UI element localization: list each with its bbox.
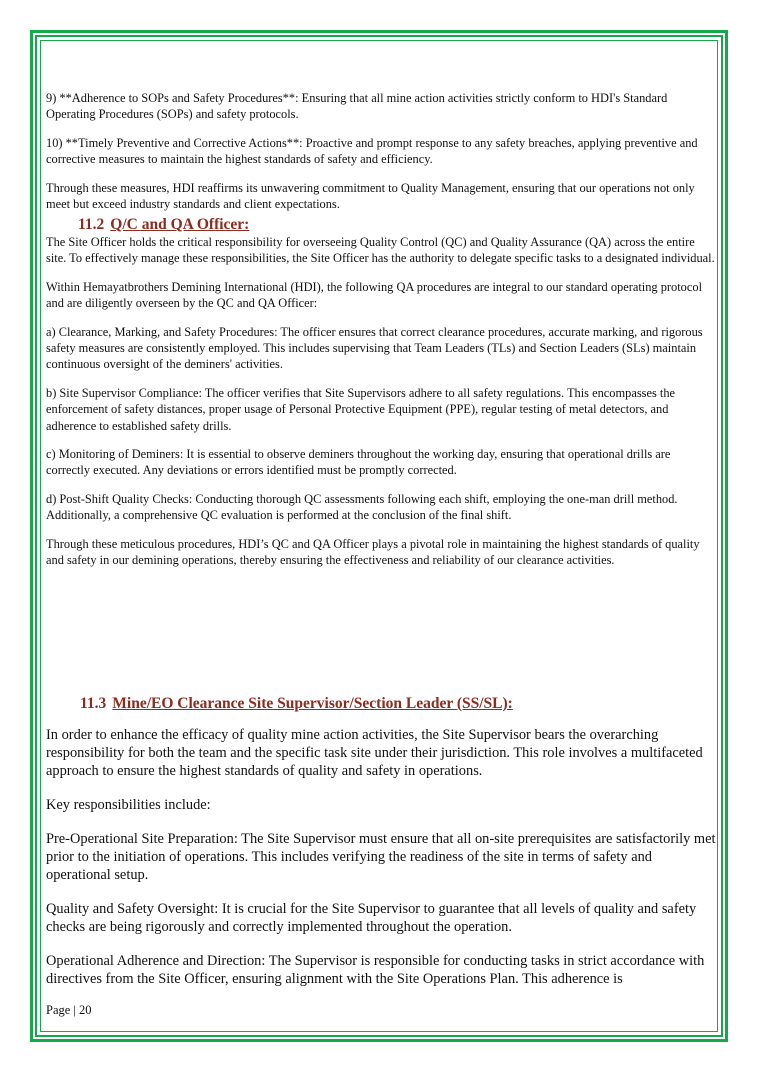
section-11-2-paragraph: Within Hemayatbrothers Demining International (HDI), the following QA procedures are integral to our standard operating protocol and are diligently overseen by the QC and QA Officer:	[46, 280, 703, 311]
qm-conclusion-paragraph: Through these measures, HDI reaffirms its unwavering commitment to Quality Management, ensuring that our operations not only meet but exceed industry standards and client expectations.	[46, 180, 695, 212]
section-11-3-heading	[46, 695, 513, 713]
item-9-paragraph: 9) **Adherence to SOPs and Safety Procedures**: Ensuring that all mine action activities strictly conform to HDI's Standard Operating Procedures (SOPs) and safety protocols.	[46, 91, 668, 122]
section-11-2-conclusion: Through these meticulous procedures, HDI’s QC and QA Officer plays a pivotal role in maintaining the highest standards of quality and safety in our demining operations, thereby ensuring the effectiveness and reliability of our clearance activities.	[46, 537, 700, 568]
section-title: Q/C and QA Officer:	[110, 216, 250, 234]
section-11-3-paragraph: Key responsibilities include:	[46, 797, 211, 813]
section-11-2-item-b: b) Site Supervisor Compliance: The officer verifies that Site Supervisors adhere to all safety regulations. This encompasses the enforcement of safety distances, proper usage of Personal Protective Equipment (PPE), regular testing of metal detectors, and adherence to established safety drills.	[46, 386, 676, 433]
section-11-3-paragraph: In order to enhance the efficacy of quality mine action activities, the Site Supervisor bears the overarching responsibility for both the team and the specific task site under their jurisdiction. This role involves a multifaceted approach to ensure the highest standards of quality and safety in operations.	[46, 727, 703, 779]
section-11-2-paragraph: The Site Officer holds the critical responsibility for overseeing Quality Control (QC) and Quality Assurance (QA) across the entire site. To effectively manage these responsibilities, the Site Officer has the authority to delegate specific tasks to a designated individual.	[46, 235, 715, 266]
section-number: 11.3	[80, 695, 107, 712]
section-11-2-item-c: c) Monitoring of Deminers: It is essential to observe deminers throughout the working day, ensuring that operational drills are correctly executed. Any deviations or errors identified must be promptly corrected.	[46, 447, 671, 478]
section-title: Mine/EO Clearance Site Supervisor/Section Leader (SS/SL):	[112, 695, 513, 712]
section-11-2-heading	[46, 216, 716, 234]
page-top-content	[46, 90, 716, 581]
item-10-paragraph: 10) **Timely Preventive and Corrective Actions**: Proactive and prompt response to any safety breaches, applying preventive and corrective measures to maintain the highest standards of safety and efficiency.	[46, 135, 698, 167]
section-number: 11.2	[78, 216, 105, 234]
section-11-3-content	[46, 726, 718, 1004]
section-11-3-paragraph: Operational Adherence and Direction: The Supervisor is responsible for conducting tasks in strict accordance with directives from the Site Officer, ensuring alignment with the Site Operations Plan. This adherence is	[46, 953, 705, 987]
section-11-2-item-d: d) Post-Shift Quality Checks: Conducting thorough QC assessments following each shift, employing the one-man drill method. Additionally, a comprehensive QC evaluation is performed at the conclusion of the final shift.	[46, 492, 678, 523]
section-11-3-paragraph: Pre-Operational Site Preparation: The Site Supervisor must ensure that all on-site prerequisites are satisfactorily met prior to the initiation of operations. This includes verifying the readiness of the site in terms of safety and operational setup.	[46, 831, 716, 883]
section-11-3-paragraph: Quality and Safety Oversight: It is crucial for the Site Supervisor to guarantee that all levels of quality and safety checks are being rigorously and correctly implemented throughout the operation.	[46, 901, 697, 935]
section-11-2-item-a: a) Clearance, Marking, and Safety Procedures: The officer ensures that correct clearance procedures, accurate marking, and rigorous safety measures are consistently employed. This includes supervising that Team Leaders (TLs) and Section Leaders (SLs) maintain continuous oversight of the deminers' activities.	[46, 325, 703, 372]
page-number: Page | 20	[46, 1003, 92, 1017]
